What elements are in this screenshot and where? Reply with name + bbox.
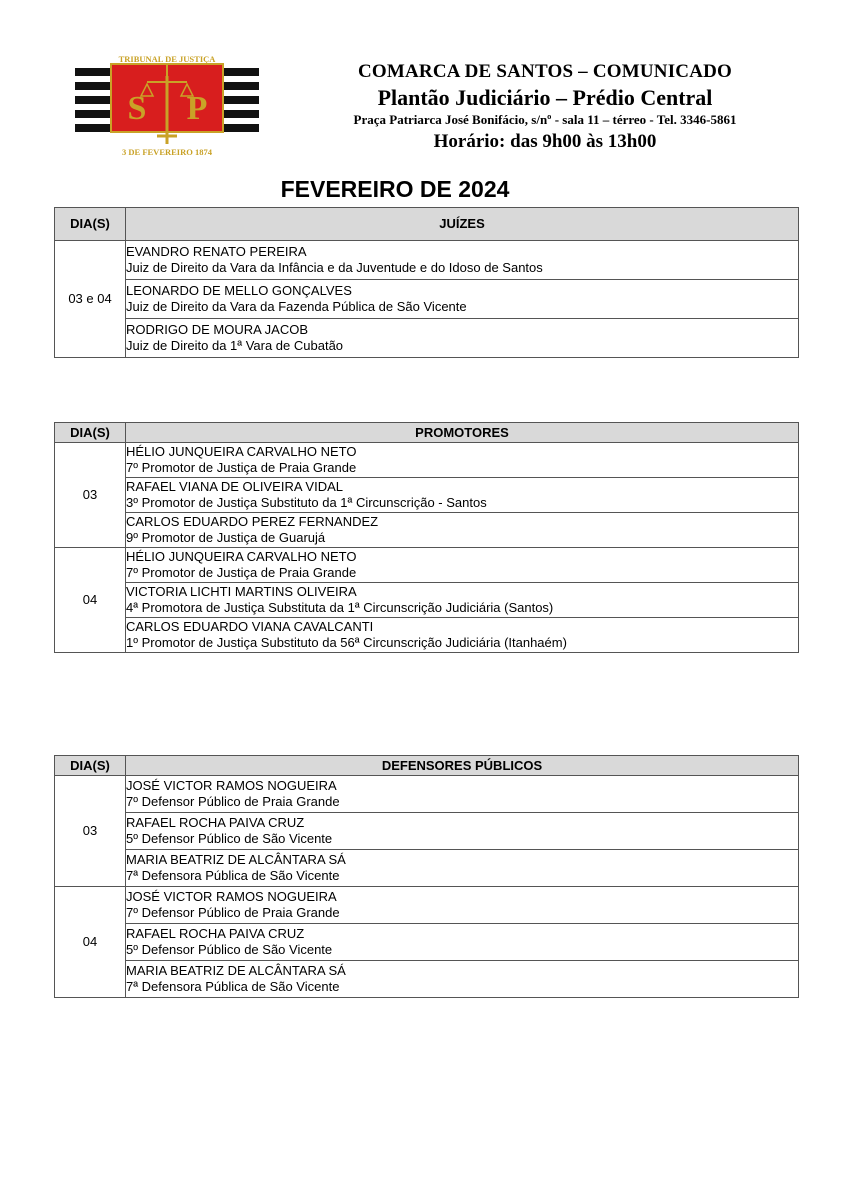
table-row: [55, 583, 799, 618]
table-row: [55, 548, 799, 583]
person-name: CARLOS EDUARDO PEREZ FERNANDEZ: [126, 514, 379, 529]
table-row: [55, 776, 799, 813]
person-role: 7ª Defensora Pública de São Vicente: [126, 868, 340, 883]
day-cell: 03: [55, 443, 126, 548]
person-role: 7º Defensor Público de Praia Grande: [126, 905, 340, 920]
person-cell: [126, 548, 799, 583]
table-row: [55, 813, 799, 850]
table-row: [55, 443, 799, 478]
document-header: [0, 0, 849, 165]
person-cell: [126, 924, 799, 961]
juizes-table: [54, 207, 799, 358]
table-row: [55, 924, 799, 961]
table-row: [55, 887, 799, 924]
col-header-name: DEFENSORES PÚBLICOS: [126, 756, 799, 776]
person-name: VICTORIA LICHTI MARTINS OLIVEIRA: [126, 584, 357, 599]
header-address: Praça Patriarca José Bonifácio, s/nº - sala 11 – térreo - Tel. 3346-5861: [353, 112, 737, 127]
table-row: [55, 618, 799, 653]
person-cell: [126, 961, 799, 998]
person-cell: [126, 319, 799, 358]
person-role: Juiz de Direito da Vara da Infância e da Juventude e do Idoso de Santos: [126, 260, 543, 275]
page-title: FEVEREIRO DE 2024: [280, 176, 510, 202]
person-cell: [126, 280, 799, 319]
header-text-block: [300, 60, 790, 154]
person-name: RAFAEL VIANA DE OLIVEIRA VIDAL: [126, 479, 343, 494]
table-row: [55, 478, 799, 513]
person-name: MARIA BEATRIZ DE ALCÂNTARA SÁ: [126, 852, 346, 867]
table-row: [55, 961, 799, 998]
person-role: 7ª Defensora Pública de São Vicente: [126, 979, 340, 994]
col-header-name: PROMOTORES: [126, 423, 799, 443]
table-row: [55, 513, 799, 548]
person-role: 3º Promotor de Justiça Substituto da 1ª Circunscrição - Santos: [126, 495, 487, 510]
person-name: JOSÉ VICTOR RAMOS NOGUEIRA: [126, 889, 337, 904]
day-cell: 03 e 04: [55, 241, 126, 358]
header-plantao: Plantão Judiciário – Prédio Central: [377, 85, 713, 110]
person-cell: [126, 478, 799, 513]
person-role: 7º Promotor de Justiça de Praia Grande: [126, 565, 357, 580]
person-name: LEONARDO DE MELLO GONÇALVES: [126, 283, 352, 298]
table-row: [55, 280, 799, 319]
person-role: Juiz de Direito da 1ª Vara de Cubatão: [126, 338, 344, 353]
person-role: 7º Promotor de Justiça de Praia Grande: [126, 460, 357, 475]
person-role: 1º Promotor de Justiça Substituto da 56ª Circunscrição Judiciária (Itanhaém): [126, 635, 567, 650]
person-name: HÉLIO JUNQUEIRA CARVALHO NETO: [126, 549, 357, 564]
table-header-row: [55, 423, 799, 443]
col-header-day: DIA(S): [55, 208, 126, 241]
person-name: RAFAEL ROCHA PAIVA CRUZ: [126, 815, 305, 830]
person-cell: [126, 241, 799, 280]
table-header-row: [55, 208, 799, 241]
person-name: EVANDRO RENATO PEREIRA: [126, 244, 307, 259]
defensores-table: [54, 755, 799, 998]
table-row: [55, 850, 799, 887]
person-cell: [126, 443, 799, 478]
day-cell: 04: [55, 548, 126, 653]
col-header-name: JUÍZES: [126, 208, 799, 241]
table-row: [55, 241, 799, 280]
tjsp-logo-graphic: [75, 52, 259, 157]
person-role: 5º Defensor Público de São Vicente: [126, 831, 333, 846]
header-comarca: COMARCA DE SANTOS – COMUNICADO: [357, 61, 733, 82]
tjsp-logo: [75, 52, 259, 157]
person-cell: [126, 513, 799, 548]
person-role: Juiz de Direito da Vara da Fazenda Pública de São Vicente: [126, 299, 467, 314]
header-hours: Horário: das 9h00 às 13h00: [433, 131, 657, 152]
col-header-day: DIA(S): [55, 423, 126, 443]
person-name: RODRIGO DE MOURA JACOB: [126, 322, 309, 337]
person-role: 9º Promotor de Justiça de Guarujá: [126, 530, 326, 545]
person-role: 4ª Promotora de Justiça Substituta da 1ª Circunscrição Judiciária (Santos): [126, 600, 554, 615]
person-cell: [126, 850, 799, 887]
person-name: RAFAEL ROCHA PAIVA CRUZ: [126, 926, 305, 941]
logo-bottom-text: 3 DE FEVEREIRO 1874: [122, 147, 212, 157]
promotores-table: [54, 422, 799, 653]
person-name: HÉLIO JUNQUEIRA CARVALHO NETO: [126, 444, 357, 459]
person-name: CARLOS EDUARDO VIANA CAVALCANTI: [126, 619, 374, 634]
person-name: JOSÉ VICTOR RAMOS NOGUEIRA: [126, 778, 337, 793]
person-role: 5º Defensor Público de São Vicente: [126, 942, 333, 957]
person-cell: [126, 813, 799, 850]
logo-letter-p: P: [186, 90, 208, 127]
person-cell: [126, 776, 799, 813]
person-role: 7º Defensor Público de Praia Grande: [126, 794, 340, 809]
person-name: MARIA BEATRIZ DE ALCÂNTARA SÁ: [126, 963, 346, 978]
logo-letter-s: S: [127, 90, 147, 127]
person-cell: [126, 618, 799, 653]
day-cell: 03: [55, 776, 126, 887]
table-header-row: [55, 756, 799, 776]
person-cell: [126, 583, 799, 618]
person-cell: [126, 887, 799, 924]
logo-top-text: TRIBUNAL DE JUSTIÇA: [118, 54, 216, 64]
day-cell: 04: [55, 887, 126, 998]
table-row: [55, 319, 799, 358]
col-header-day: DIA(S): [55, 756, 126, 776]
